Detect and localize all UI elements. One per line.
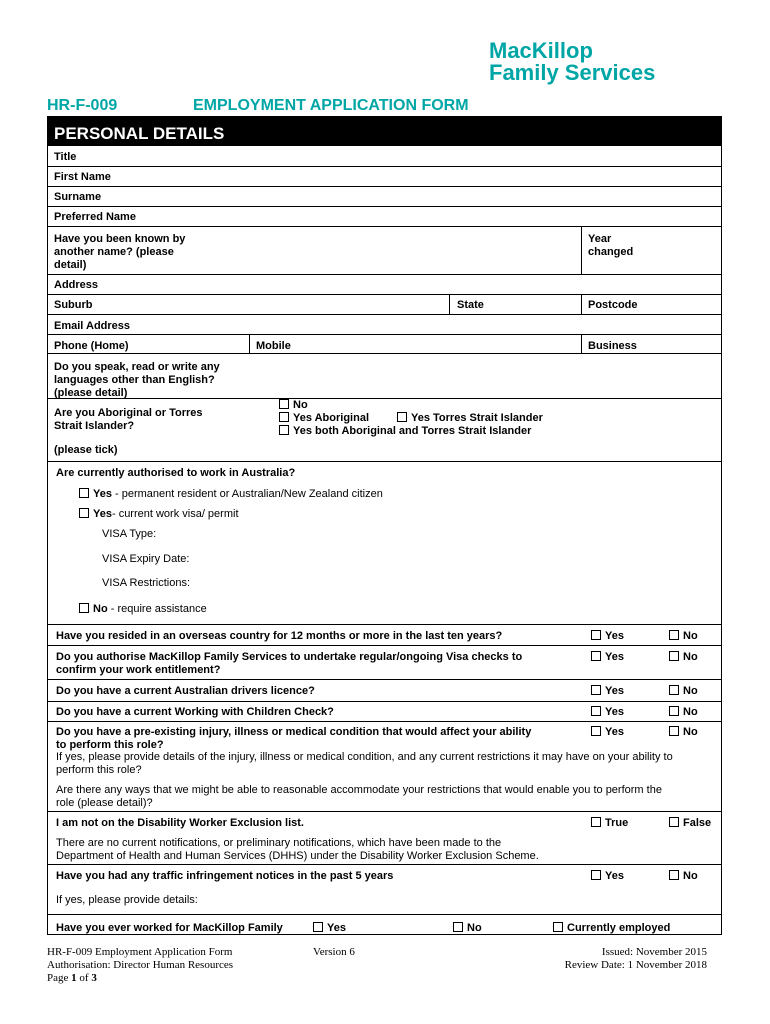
footer-right: [565, 946, 707, 972]
worked-before-question: Have you ever worked for MacKillop Family: [56, 922, 283, 934]
injury-detail: If yes, please provide details of the injury, illness or medical condition, and any current restrictions it may have on your ability to perform this role?: [56, 751, 673, 776]
worked-before-no[interactable]: No: [453, 922, 482, 935]
languages-label: Do you speak, read or write any languages other than English? (please detail): [54, 361, 220, 399]
footer-review: Review Date: 1 November 2018: [564, 959, 707, 971]
visa-expiry-label: VISA Expiry Date:: [102, 553, 190, 565]
overseas-yes[interactable]: Yes: [591, 630, 624, 643]
email-label: Email Address: [54, 320, 131, 332]
injury-yes[interactable]: Yes: [591, 726, 624, 739]
title-label: Title: [54, 151, 77, 163]
form-code: HR-F-009: [47, 97, 118, 114]
logo-line-1: MacKillop: [489, 38, 593, 63]
traffic-no[interactable]: No: [669, 870, 698, 883]
work-rights-question: Are currently authorised to work in Australia?: [56, 467, 296, 479]
phone-home-label: Phone (Home): [54, 340, 129, 352]
visa-checks-yes[interactable]: Yes: [591, 651, 624, 664]
known-by-label: Have you been known by another name? (please detail): [54, 233, 186, 271]
section-banner: [47, 116, 722, 146]
exclusion-false[interactable]: False: [669, 817, 711, 830]
form-title: EMPLOYMENT APPLICATION FORM: [193, 97, 469, 114]
aboriginal-no-option[interactable]: No: [279, 399, 308, 412]
checkbox-icon[interactable]: [279, 399, 289, 409]
surname-label: Surname: [54, 191, 102, 203]
form-grid: [47, 146, 722, 935]
checkbox-icon[interactable]: [279, 412, 289, 422]
exclusion-true[interactable]: True: [591, 817, 628, 830]
exclusion-statement: I am not on the Disability Worker Exclusion list.: [56, 817, 304, 829]
checkbox-icon[interactable]: [669, 685, 679, 695]
licence-no[interactable]: No: [669, 685, 698, 698]
overseas-question: Have you resided in an overseas country for 12 months or more in the last ten years?: [56, 630, 503, 642]
visa-checks-question: Do you authorise MacKillop Family Services to undertake regular/ongoing Visa checks to confirm your work entitlement?: [56, 651, 523, 676]
wwcc-no[interactable]: No: [669, 706, 698, 719]
work-rights-yes-permanent[interactable]: Yes - permanent resident or Australian/New Zealand citizen: [79, 488, 383, 501]
visa-type-label: VISA Type:: [102, 528, 157, 540]
work-rights-yes-visa[interactable]: Yes- current work visa/ permit: [79, 508, 239, 521]
aboriginal-yes-option[interactable]: Yes Aboriginal: [279, 412, 369, 425]
aboriginal-label: Are you Aboriginal or Torres Strait Islander?: [54, 407, 203, 432]
traffic-question: Have you had any traffic infringement notices in the past 5 years: [56, 870, 394, 882]
logo-line-2: Family Services: [489, 60, 656, 85]
section-title: PERSONAL DETAILS: [54, 124, 225, 143]
checkbox-icon[interactable]: [591, 685, 601, 695]
worked-before-yes[interactable]: Yes: [313, 922, 346, 935]
worked-before-current[interactable]: Currently employed: [553, 922, 670, 935]
footer-issued: Issued: November 2015: [601, 946, 707, 958]
licence-yes[interactable]: Yes: [591, 685, 624, 698]
traffic-yes[interactable]: Yes: [591, 870, 624, 883]
exclusion-detail: There are no current notifications, or preliminary notifications, which have been made to the Department of Health and Human Services (DHHS) under the Disability Worker Exclusion Scheme.: [56, 837, 539, 862]
mobile-label: Mobile: [256, 340, 291, 352]
first-name-label: First Name: [54, 171, 111, 183]
checkbox-icon[interactable]: [279, 425, 289, 435]
traffic-detail: If yes, please provide details:: [56, 894, 198, 906]
checkbox-icon[interactable]: [669, 817, 679, 827]
footer-page: Page 1 of 3: [47, 972, 97, 984]
preferred-name-label: Preferred Name: [54, 211, 136, 223]
checkbox-icon[interactable]: [669, 870, 679, 880]
checkbox-icon[interactable]: [591, 651, 601, 661]
footer-doc-name: HR-F-009 Employment Application Form: [47, 946, 233, 958]
state-label: State: [457, 299, 484, 311]
address-label: Address: [54, 279, 99, 291]
wwcc-yes[interactable]: Yes: [591, 706, 624, 719]
year-changed-label: Year changed: [588, 233, 634, 258]
checkbox-icon[interactable]: [669, 726, 679, 736]
postcode-label: Postcode: [588, 299, 638, 311]
checkbox-icon[interactable]: [669, 630, 679, 640]
checkbox-icon[interactable]: [591, 870, 601, 880]
overseas-no[interactable]: No: [669, 630, 698, 643]
please-tick-label: (please tick): [54, 444, 118, 456]
footer-version: Version 6: [313, 946, 355, 958]
logo: [489, 40, 655, 84]
checkbox-icon[interactable]: [313, 922, 323, 932]
injury-no[interactable]: No: [669, 726, 698, 739]
checkbox-icon[interactable]: [453, 922, 463, 932]
wwcc-question: Do you have a current Working with Children Check?: [56, 706, 334, 718]
tsi-yes-option[interactable]: Yes Torres Strait Islander: [397, 412, 543, 425]
checkbox-icon[interactable]: [79, 508, 89, 518]
visa-checks-no[interactable]: No: [669, 651, 698, 664]
checkbox-icon[interactable]: [79, 488, 89, 498]
footer-authorisation: Authorisation: Director Human Resources: [47, 959, 234, 971]
checkbox-icon[interactable]: [591, 706, 601, 716]
checkbox-icon[interactable]: [591, 726, 601, 736]
injury-question: Do you have a pre-existing injury, illness or medical condition that would affect your ability to perform this role?: [56, 726, 532, 751]
checkbox-icon[interactable]: [397, 412, 407, 422]
suburb-label: Suburb: [54, 299, 93, 311]
business-label: Business: [588, 340, 637, 352]
footer-left: [47, 946, 233, 985]
checkbox-icon[interactable]: [591, 817, 601, 827]
checkbox-icon[interactable]: [669, 651, 679, 661]
work-rights-no[interactable]: No - require assistance: [79, 603, 207, 616]
licence-question: Do you have a current Australian drivers licence?: [56, 685, 315, 697]
checkbox-icon[interactable]: [669, 706, 679, 716]
checkbox-icon[interactable]: [591, 630, 601, 640]
checkbox-icon[interactable]: [553, 922, 563, 932]
both-yes-option[interactable]: Yes both Aboriginal and Torres Strait Islander: [279, 425, 531, 438]
visa-restrictions-label: VISA Restrictions:: [102, 577, 191, 589]
accommodate-detail: Are there any ways that we might be able to reasonable accommodate your restrictions that would enable you to perform the role (please detail)?: [56, 784, 662, 809]
checkbox-icon[interactable]: [79, 603, 89, 613]
